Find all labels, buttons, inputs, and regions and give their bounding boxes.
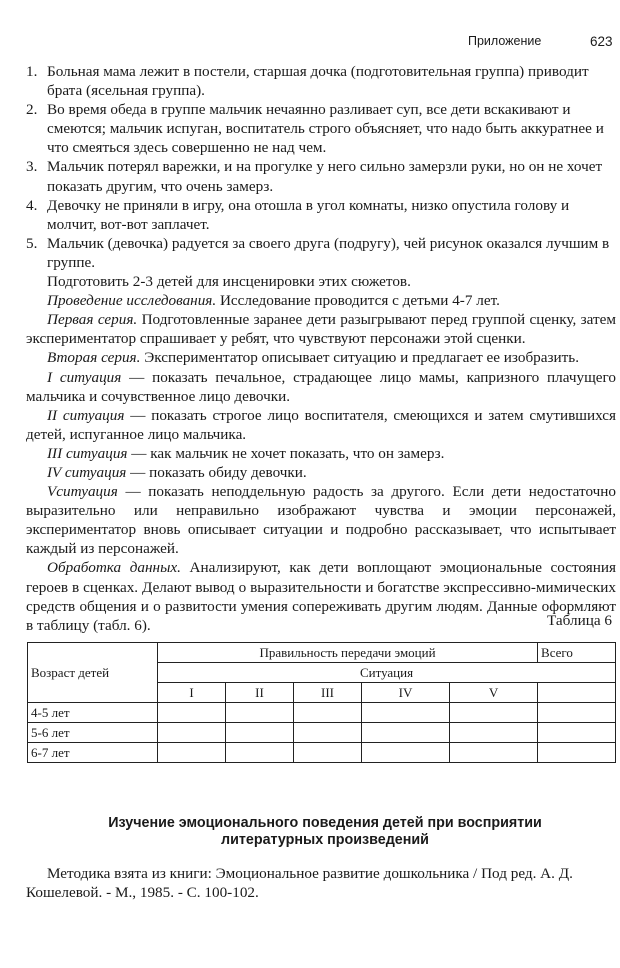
source-reference: Методика взята из книги: Эмоциональное развитие дошкольника / Под ред. А. Д. Кошелевой. - М., 1985. - С. 100-102. xyxy=(26,865,573,902)
empty-cell xyxy=(450,723,538,743)
list-item xyxy=(26,100,616,157)
paragraph-situation-4 xyxy=(26,463,616,482)
list-item xyxy=(26,62,616,100)
situation-5-label: Vситуация xyxy=(47,483,118,501)
series-1-label: Первая серия. xyxy=(47,311,138,329)
situation-2-text: — показать строгое лицо воспитателя, смеющихся и затем смутившихся детей, испуганное лицо мальчика. xyxy=(26,406,616,443)
empty-cell xyxy=(226,703,294,723)
age-cell: 5-6 лет xyxy=(28,723,158,743)
situation-2-label: II ситуация xyxy=(47,406,125,424)
page-number: 623 xyxy=(590,34,613,49)
empty-cell xyxy=(158,723,226,743)
accuracy-header: Правильность передачи эмоций xyxy=(158,643,538,663)
list-number: 3. xyxy=(26,158,38,176)
paragraph-prepare: Подготовить 2-3 детей для инсценировки этих сюжетов. xyxy=(47,273,411,291)
empty-cell xyxy=(538,743,616,763)
paragraph-series-1 xyxy=(26,310,616,348)
list-item xyxy=(26,157,616,195)
list-text: Девочку не приняли в игру, она отошла в угол комнаты, низко опустила голову и молчит, вот-вот заплачет. xyxy=(47,196,570,233)
situation-4-text: — показать обиду девочки. xyxy=(126,463,307,481)
list-number: 2. xyxy=(26,101,38,119)
empty-cell xyxy=(450,743,538,763)
list-number: 1. xyxy=(26,63,38,80)
empty-cell xyxy=(538,723,616,743)
situation-column-header: I xyxy=(158,683,226,703)
processing-text: Анализируют, как дети воплощают эмоциональные состояния героев в сценках. Делают вывод о выразительности и богатстве экспрессивно-мимических средств общения и о развитости умения сопереживать другим людям. Данные оформляют в таблицу (табл. 6). xyxy=(26,559,616,634)
situation-3-label: III ситуация xyxy=(47,444,128,462)
procedure-label: Проведение исследования. xyxy=(47,292,217,310)
list-item xyxy=(26,196,616,234)
empty-cell xyxy=(294,723,362,743)
empty-cell xyxy=(226,743,294,763)
situation-column-header: V xyxy=(450,683,538,703)
running-title: Приложение xyxy=(468,34,542,48)
paragraph-situation-3 xyxy=(26,444,616,463)
empty-cell xyxy=(158,743,226,763)
age-cell: 4-5 лет xyxy=(28,703,158,723)
empty-cell xyxy=(158,703,226,723)
paragraph-series-2 xyxy=(26,348,616,367)
situation-list xyxy=(26,62,616,272)
list-text: Больная мама лежит в постели, старшая дочка (подготовительная группа) приводит брата (ясельная группа). xyxy=(47,63,589,100)
empty-cell xyxy=(362,743,450,763)
paragraph-procedure xyxy=(26,291,616,310)
series-1-text: Подготовленные заранее дети разыгрывают перед группой сценку, затем экспериментатор спрашивает у ребят, что чувствуют персонажи этой сценки. xyxy=(26,311,616,348)
list-number: 5. xyxy=(26,234,38,252)
age-header: Возраст детей xyxy=(28,643,158,703)
procedure-text: Исследование проводится с детьми 4-7 лет. xyxy=(216,292,500,310)
empty-cell xyxy=(362,703,450,723)
paragraph-processing xyxy=(26,558,616,634)
body-text xyxy=(26,62,616,635)
series-2-label: Вторая серия. xyxy=(47,349,141,367)
list-number: 4. xyxy=(26,196,38,214)
paragraph-situation-1 xyxy=(26,368,616,406)
page-header xyxy=(0,34,620,54)
table-row xyxy=(28,703,616,723)
empty-cell xyxy=(450,703,538,723)
situation-column-header: IV xyxy=(362,683,450,703)
table-row xyxy=(28,723,616,743)
situation-header: Ситуация xyxy=(158,663,616,683)
empty-cell xyxy=(226,723,294,743)
age-cell: 6-7 лет xyxy=(28,743,158,763)
situation-5-text: — показать неподдельную радость за другого. Если дети недостаточно выразительно или неправильно изображают чувства и эмоции персонажей, экспериментатор вновь описывает ситуации и подробно рассказывает, что испытывает каждый из персонажей. xyxy=(26,483,616,558)
list-text: Мальчик (девочка) радуется за своего друга (подругу), чей рисунок оказался лучшим в группе. xyxy=(47,234,610,271)
empty-cell xyxy=(538,683,616,703)
total-header: Всего xyxy=(538,643,616,663)
situation-1-text: — показать печальное, страдающее лицо мамы, капризного плачущего мальчика и сочувственное лицо девочки. xyxy=(26,368,616,405)
situation-1-label: I ситуация xyxy=(47,368,122,386)
empty-cell xyxy=(362,723,450,743)
processing-label: Обработка данных. xyxy=(47,559,181,577)
situation-4-label: IV ситуация xyxy=(47,463,127,481)
situation-3-text: — как мальчик не хочет показать, что он замерз. xyxy=(127,444,445,462)
situation-column-header: II xyxy=(226,683,294,703)
series-2-text: Экспериментатор описывает ситуацию и предлагает ее изобразить. xyxy=(140,349,579,367)
data-table xyxy=(27,642,616,763)
list-text: Во время обеда в группе мальчик нечаянно разливает суп, все дети вскакивают и смеются; мальчик испуган, воспитатель строго объясняет, что надо быть аккуратнее и что смеяться здесь совершенно не над чем. xyxy=(47,101,604,157)
empty-cell xyxy=(294,743,362,763)
table-caption: Таблица 6 xyxy=(547,612,612,629)
empty-cell xyxy=(538,703,616,723)
list-text: Мальчик потерял варежки, и на прогулке у него сильно замерзли руки, но он не хочет показать другим, что очень замерз. xyxy=(47,158,603,195)
paragraph-situation-5 xyxy=(26,482,616,558)
list-item xyxy=(26,234,616,272)
situation-column-header: III xyxy=(294,683,362,703)
section-title: Изучение эмоционального поведения детей при восприятии литературных произведений xyxy=(108,815,542,848)
table-row xyxy=(28,743,616,763)
empty-cell xyxy=(294,703,362,723)
paragraph-situation-2 xyxy=(26,406,616,444)
